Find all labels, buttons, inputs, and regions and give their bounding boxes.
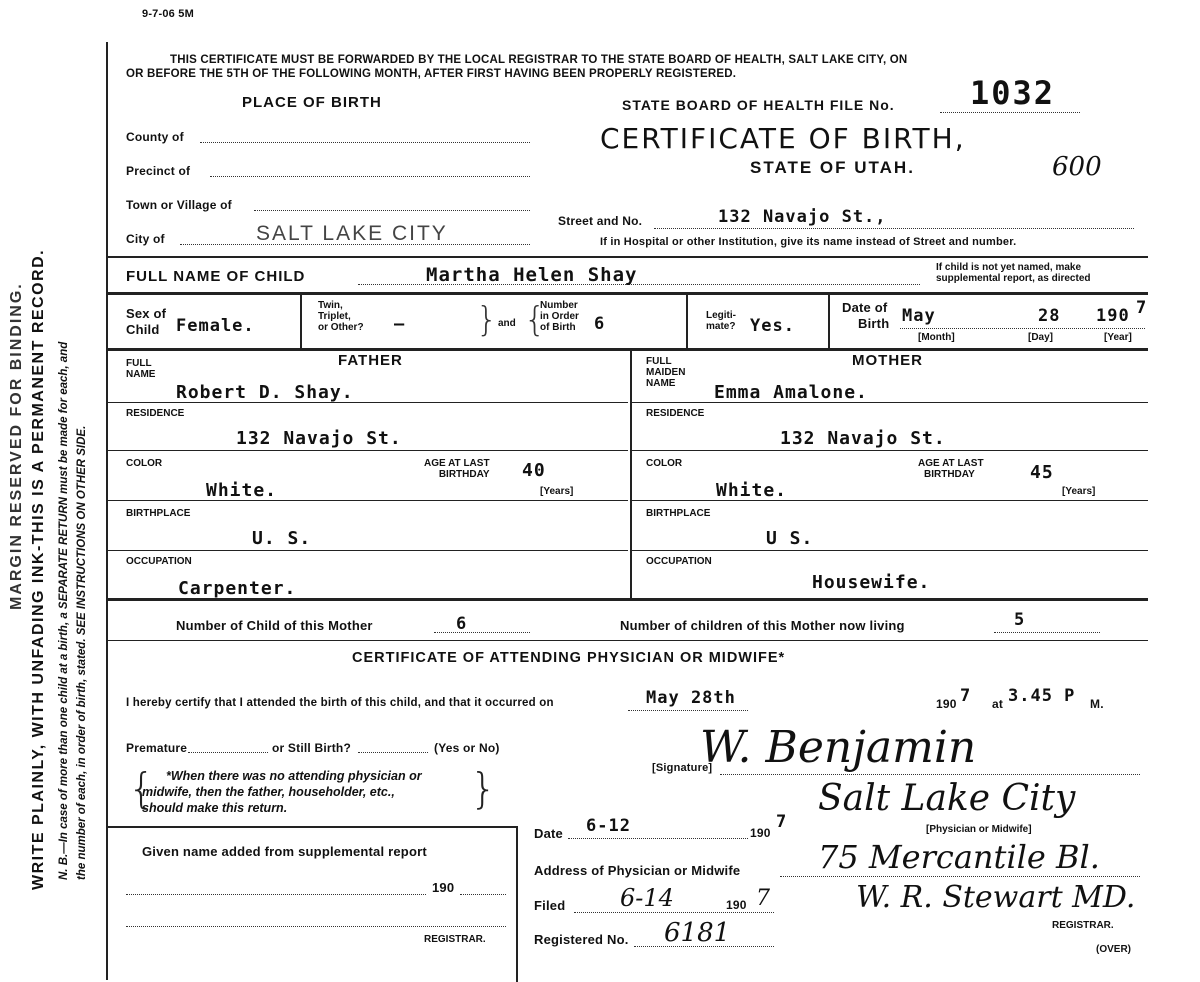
registrar-caption-main: REGISTRAR. (1052, 920, 1114, 931)
sex-value: Female. (176, 316, 255, 336)
row-divider-a (300, 294, 302, 348)
divider-2 (108, 292, 1148, 295)
dob-year-suffix: 7 (1136, 298, 1148, 318)
legitimate-value: Yes. (750, 316, 795, 336)
father-residence-label: RESIDENCE (126, 408, 185, 419)
father-line-4 (108, 550, 628, 551)
year-caption: [Year] (1104, 332, 1132, 343)
father-years-caption: [Years] (540, 486, 574, 497)
father-line-3 (108, 500, 628, 501)
footnote-brace-right: } (470, 764, 497, 813)
margin-instruction-bold: WRITE PLAINLY, WITH UNFADING INK-THIS IS A PERMANENT RECORD. (30, 248, 47, 890)
mother-residence-label: RESIDENCE (646, 408, 705, 419)
file-number-field (940, 112, 1080, 113)
legitimate-label: Legiti- mate? (706, 310, 736, 332)
father-color-label: COLOR (126, 458, 163, 469)
child-name-value: Martha Helen Shay (426, 264, 638, 286)
city-label: City of (126, 232, 165, 246)
and-label: and (498, 318, 516, 329)
city-value: SALT LAKE CITY (256, 222, 448, 245)
physician-heading: CERTIFICATE OF ATTENDING PHYSICIAN OR MIDWIFE* (352, 650, 786, 666)
divider-3 (108, 348, 1148, 351)
town-field (254, 210, 530, 211)
occurred-date: May 28th (646, 688, 736, 708)
father-name: Robert D. Shay. (176, 382, 354, 403)
father-occupation: Carpenter. (178, 578, 297, 599)
occurred-date-field (628, 710, 748, 711)
birth-order-value: 6 (594, 314, 606, 334)
mother-occupation-label: OCCUPATION (646, 556, 712, 567)
premature-field (188, 752, 268, 753)
premature-label: Premature (126, 741, 188, 755)
mother-years-caption: [Years] (1062, 486, 1096, 497)
divider-5 (108, 640, 1148, 641)
file-number: 1032 (970, 74, 1056, 112)
date-year-suffix: 7 (776, 812, 788, 832)
dob-label: Date of Birth (842, 300, 890, 331)
signature-field (720, 774, 1140, 775)
father-line-2 (108, 450, 628, 451)
twin-value: — (394, 314, 406, 334)
brace-left: } (476, 300, 498, 340)
m-label: M. (1090, 697, 1104, 711)
registrar-signature: W. R. Stewart MD. (856, 880, 1136, 915)
living-field (994, 632, 1100, 633)
precinct-field (210, 176, 530, 177)
still-birth-field (358, 752, 428, 753)
row-divider-c (828, 294, 830, 348)
child-name-note: If child is not yet named, make supplemental report, as directed (936, 262, 1091, 284)
mother-line-2 (632, 450, 1148, 451)
parents-divider (630, 350, 632, 598)
margin-binding-note: MARGIN RESERVED FOR BINDING. (8, 282, 25, 610)
street-value: 132 Navajo St., (718, 207, 887, 227)
father-age: 40 (522, 460, 546, 481)
address-field (780, 876, 1140, 877)
supplemental-registrar-field (126, 926, 506, 927)
filed-field (574, 912, 774, 913)
father-age-label: AGE AT LAST BIRTHDAY (424, 458, 490, 480)
dob-day: 28 (1038, 306, 1061, 326)
town-label: Town or Village of (126, 198, 232, 212)
at-label: at (992, 697, 1004, 711)
address-value: 75 Mercantile Bl. (818, 838, 1100, 876)
certificate-title: CERTIFICATE OF BIRTH, (600, 122, 966, 155)
occurred-time: 3.45 P (1008, 686, 1076, 706)
father-color: White. (206, 480, 278, 501)
mother-line-4 (632, 550, 1148, 551)
filed-label: Filed (534, 898, 566, 913)
filed-year-prefix: 190 (726, 898, 747, 912)
mother-color-label: COLOR (646, 458, 683, 469)
registered-number: 6181 (664, 918, 731, 948)
day-caption: [Day] (1028, 332, 1054, 343)
dob-month: May (902, 306, 936, 326)
footnote: *When there was no attending physician or midwife, then the father, householder, etc., should make this return. (142, 769, 422, 815)
filed-year-suffix: 7 (756, 886, 770, 911)
margin-note-line2: the number of each, in order of birth, stated. SEE INSTRUCTIONS ON OTHER SIDE. (76, 425, 88, 880)
precinct-label: Precinct of (126, 164, 191, 178)
county-field (200, 142, 530, 143)
child-number: 6 (456, 614, 468, 634)
place-of-birth-heading: PLACE OF BIRTH (242, 94, 382, 111)
physician-signature: W. Benjamin (700, 722, 977, 773)
street-field (654, 228, 1134, 229)
supplemental-registrar-caption: REGISTRAR. (424, 934, 486, 945)
child-number-label: Number of Child of this Mother (176, 618, 373, 633)
date-field (568, 838, 748, 839)
street-note: If in Hospital or other Institution, give its name instead of Street and number. (600, 236, 1017, 248)
address-label: Address of Physician or Midwife (534, 863, 741, 878)
occurred-year-prefix: 190 (936, 697, 957, 711)
mother-occupation: Housewife. (812, 572, 931, 593)
father-birthplace-label: BIRTHPLACE (126, 508, 191, 519)
divider-4 (108, 598, 1148, 601)
county-label: County of (126, 130, 184, 144)
brace-right: { (524, 300, 546, 340)
registered-label: Registered No. (534, 932, 629, 947)
mother-line-3 (632, 500, 1148, 501)
father-birthplace: U. S. (252, 528, 312, 549)
file-number-label: STATE BOARD OF HEALTH FILE No. (622, 97, 895, 113)
dob-field (900, 328, 1145, 329)
physician-title-caption: [Physician or Midwife] (926, 824, 1032, 835)
filed-value: 6-14 (620, 884, 674, 912)
row-divider-b (686, 294, 688, 348)
mother-age: 45 (1030, 462, 1054, 483)
date-year-prefix: 190 (750, 826, 771, 840)
child-number-field (434, 632, 530, 633)
mother-name: Emma Amalone. (714, 382, 868, 403)
certify-text: I hereby certify that I attended the birth of this child, and that it occurred on (126, 697, 554, 709)
mother-birthplace: U S. (766, 528, 814, 549)
signature-city: Salt Lake City (818, 778, 1076, 819)
occurred-year-suffix: 7 (960, 686, 972, 706)
living-count: 5 (1014, 610, 1026, 630)
father-occupation-label: OCCUPATION (126, 556, 192, 567)
supplemental-title: Given name added from supplemental report (142, 844, 427, 859)
street-label: Street and No. (558, 214, 643, 228)
yes-no-label: (Yes or No) (434, 741, 500, 755)
mother-heading: MOTHER (852, 352, 923, 369)
still-birth-label: or Still Birth? (272, 741, 351, 755)
supplemental-year: 190 (432, 880, 455, 895)
notice-line-1: THIS CERTIFICATE MUST BE FORWARDED BY THE LOCAL REGISTRAR TO THE STATE BOARD OF HEALTH, SALT LAKE CITY, ON (170, 54, 908, 66)
over-label: (OVER) (1096, 944, 1131, 955)
mother-line-1 (632, 402, 1148, 403)
state-subtitle: STATE OF UTAH. (750, 158, 915, 177)
supplemental-name-field (126, 894, 426, 895)
date-label: Date (534, 826, 563, 841)
notice-line-2: OR BEFORE THE 5TH OF THE FOLLOWING MONTH, AFTER FIRST HAVING BEEN PROPERLY REGISTERED. (126, 68, 737, 80)
living-label: Number of children of this Mother now living (620, 618, 905, 633)
twin-label: Twin, Triplet, or Other? (318, 300, 364, 333)
margin-note-line1: N. B.—In case of more than one child at a birth, a SEPARATE RETURN must be made for each, and (58, 341, 70, 880)
mother-name-label: FULL MAIDEN NAME (646, 356, 686, 389)
month-caption: [Month] (918, 332, 955, 343)
supplemental-year-field (460, 894, 506, 895)
dob-year-prefix: 190 (1096, 306, 1130, 326)
form-code: 9-7-06 5M (142, 8, 194, 20)
divider-1 (108, 256, 1148, 258)
mother-color: White. (716, 480, 788, 501)
birth-order-label: Number in Order of Birth (540, 300, 579, 333)
footnote-brace-left: { (128, 764, 155, 813)
mother-age-label: AGE AT LAST BIRTHDAY (918, 458, 984, 480)
mother-residence: 132 Navajo St. (780, 428, 946, 449)
mother-birthplace-label: BIRTHPLACE (646, 508, 711, 519)
child-name-label: FULL NAME OF CHILD (126, 268, 306, 285)
handwritten-file-note: 600 (1052, 152, 1102, 182)
sex-label: Sex of Child (126, 306, 167, 337)
father-heading: FATHER (338, 352, 403, 369)
father-line-1 (108, 402, 628, 403)
father-name-label: FULL NAME (126, 358, 156, 380)
date-filled: 6-12 (586, 816, 631, 836)
father-residence: 132 Navajo St. (236, 428, 402, 449)
signature-caption: [Signature] (652, 762, 713, 774)
